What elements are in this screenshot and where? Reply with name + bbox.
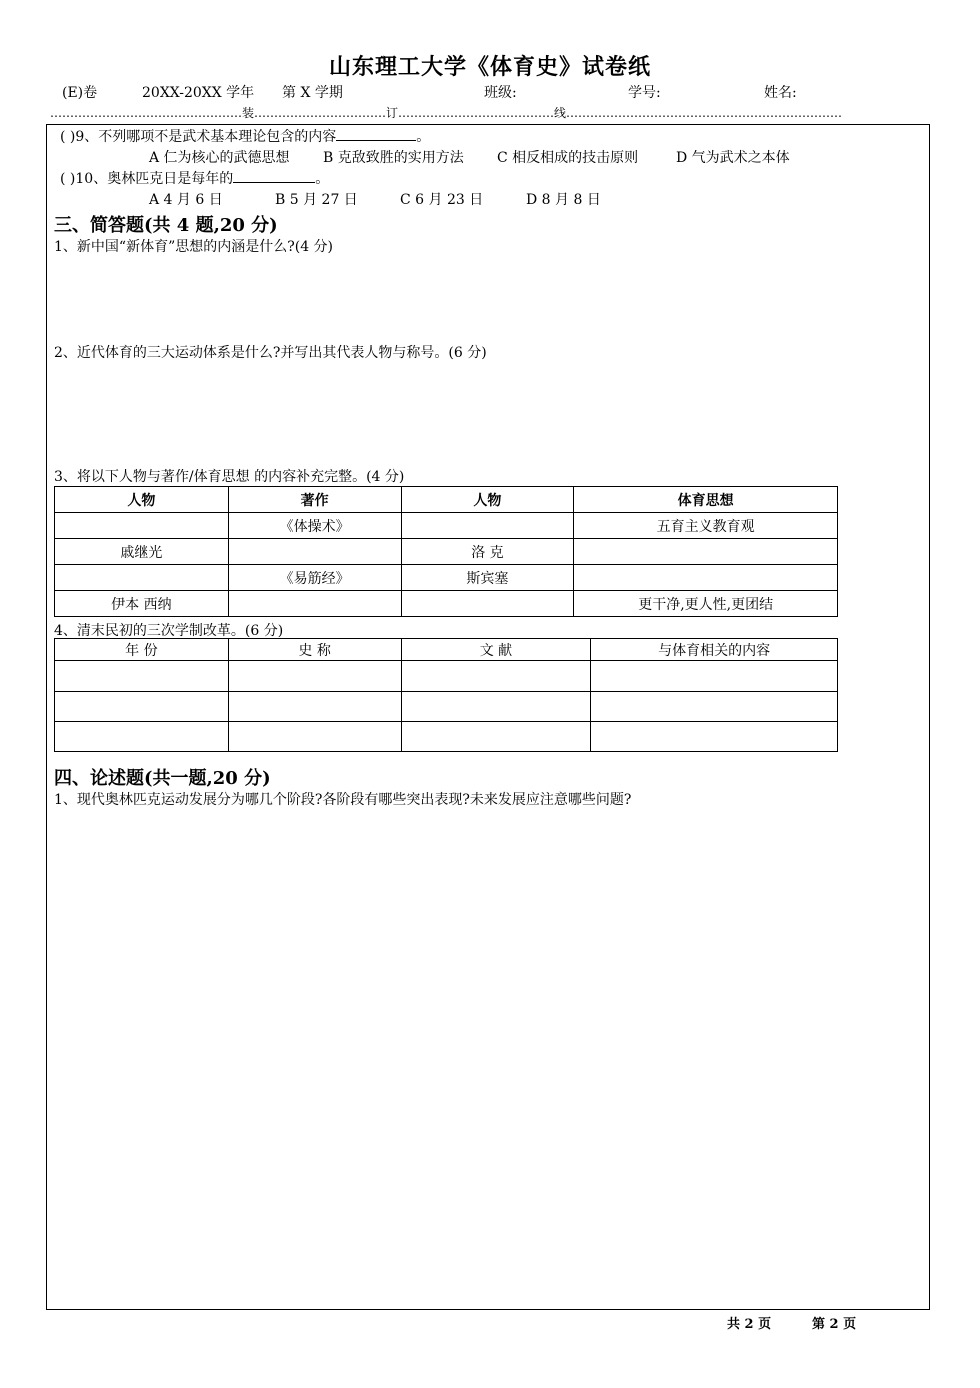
option-c[interactable]: C 相反相成的技击原则 xyxy=(497,150,639,166)
table-cell[interactable] xyxy=(401,722,591,752)
table-header-row xyxy=(55,639,838,661)
header-cell: 人物 xyxy=(55,487,229,513)
semester: 第 X 学期 xyxy=(282,85,343,101)
question-end: 。 xyxy=(315,171,330,187)
question-9 xyxy=(60,126,430,146)
table-cell[interactable] xyxy=(401,661,591,692)
option-a[interactable]: A 4 月 6 日 xyxy=(149,192,223,208)
paper-version: (E)卷 xyxy=(62,85,98,101)
table-row xyxy=(55,591,838,617)
header-cell: 人物 xyxy=(401,487,574,513)
answer-area-4-1[interactable] xyxy=(54,812,914,1302)
table-cell[interactable] xyxy=(591,722,838,752)
fill-blank[interactable] xyxy=(336,126,416,141)
header-cell: 文 献 xyxy=(401,639,591,661)
option-d[interactable]: D 气为武术之本体 xyxy=(676,150,790,166)
table-cell[interactable] xyxy=(574,539,838,565)
binding-line: …………………………………………装……………………………订…………………………………线…………………………………………………………… xyxy=(50,106,843,120)
table-cell[interactable] xyxy=(401,591,574,617)
option-c[interactable]: C 6 月 23 日 xyxy=(400,192,484,208)
table-cell[interactable] xyxy=(401,513,574,539)
table-cell[interactable] xyxy=(401,692,591,722)
table-row xyxy=(55,565,838,591)
table-cell[interactable] xyxy=(55,722,229,752)
section-3-question-3: 3、将以下人物与著作/体育思想 的内容补充完整。(4 分) xyxy=(54,469,405,485)
name-label: 姓名: xyxy=(764,85,797,101)
option-d[interactable]: D 8 月 8 日 xyxy=(526,192,601,208)
section-3-question-1: 1、新中国“新体育”思想的内涵是什么?(4 分) xyxy=(54,239,334,255)
section-3-question-4: 4、清末民初的三次学制改革。(6 分) xyxy=(54,623,284,639)
table-cell: 洛 克 xyxy=(401,539,574,565)
table-cell[interactable] xyxy=(591,661,838,692)
table-cell: 《体操术》 xyxy=(228,513,401,539)
current-page: 第 2 页 xyxy=(812,1317,857,1332)
table-cell: 伊本 西纳 xyxy=(55,591,229,617)
table-cell[interactable] xyxy=(228,661,401,692)
section-3-question-2: 2、近代体育的三大运动体系是什么?并写出其代表人物与称号。(6 分) xyxy=(54,345,487,361)
academic-year: 20XX-20XX 学年 xyxy=(142,85,255,101)
section-4-title: 四、论述题(共一题,20 分) xyxy=(54,768,271,789)
student-id-label: 学号: xyxy=(628,85,661,101)
table-row xyxy=(55,692,838,722)
table-row xyxy=(55,539,838,565)
table-cell[interactable] xyxy=(228,722,401,752)
answer-paren[interactable]: ( ) xyxy=(60,129,76,145)
table-header-row xyxy=(55,487,838,513)
option-a[interactable]: A 仁为核心的武德思想 xyxy=(149,150,290,166)
table-row xyxy=(55,722,838,752)
header-cell: 史 称 xyxy=(228,639,401,661)
table-cell[interactable] xyxy=(55,513,229,539)
header-cell: 体育思想 xyxy=(574,487,838,513)
exam-title: 山东理工大学《体育史》试卷纸 xyxy=(328,54,651,80)
table-cell[interactable] xyxy=(574,565,838,591)
answer-paren[interactable]: ( ) xyxy=(60,171,76,187)
school-reform-table xyxy=(54,638,838,752)
table-row xyxy=(55,661,838,692)
table-cell[interactable] xyxy=(228,692,401,722)
total-pages: 共 2 页 xyxy=(727,1317,772,1332)
option-b[interactable]: B 克敌致胜的实用方法 xyxy=(323,150,464,166)
answer-area-3-1[interactable] xyxy=(54,256,914,340)
fill-blank[interactable] xyxy=(233,168,315,183)
table-cell[interactable] xyxy=(228,591,401,617)
question-text: 9、不列哪项不是武术基本理论包含的内容 xyxy=(75,129,337,145)
question-end: 。 xyxy=(416,129,431,145)
table-cell: 《易筋经》 xyxy=(228,565,401,591)
table-cell: 斯宾塞 xyxy=(401,565,574,591)
table-row xyxy=(55,513,838,539)
section-4-question-1: 1、现代奥林匹克运动发展分为哪几个阶段?各阶段有哪些突出表现?未来发展应注意哪些问题? xyxy=(54,792,632,808)
person-works-table xyxy=(54,486,838,617)
header-cell: 与体育相关的内容 xyxy=(591,639,838,661)
table-cell[interactable] xyxy=(591,692,838,722)
table-cell[interactable] xyxy=(228,539,401,565)
table-cell[interactable] xyxy=(55,692,229,722)
option-b[interactable]: B 5 月 27 日 xyxy=(275,192,358,208)
table-cell: 戚继光 xyxy=(55,539,229,565)
question-text: 10、奥林匹克日是每年的 xyxy=(75,171,234,187)
header-cell: 年 份 xyxy=(55,639,229,661)
table-cell[interactable] xyxy=(55,661,229,692)
table-cell: 更干净,更人性,更团结 xyxy=(574,591,838,617)
question-10 xyxy=(60,168,329,188)
table-cell[interactable] xyxy=(55,565,229,591)
section-3-title: 三、简答题(共 4 题,20 分) xyxy=(54,215,278,236)
class-label: 班级: xyxy=(484,85,517,101)
header-cell: 著作 xyxy=(228,487,401,513)
table-cell: 五育主义教育观 xyxy=(574,513,838,539)
answer-area-3-2[interactable] xyxy=(54,362,914,462)
